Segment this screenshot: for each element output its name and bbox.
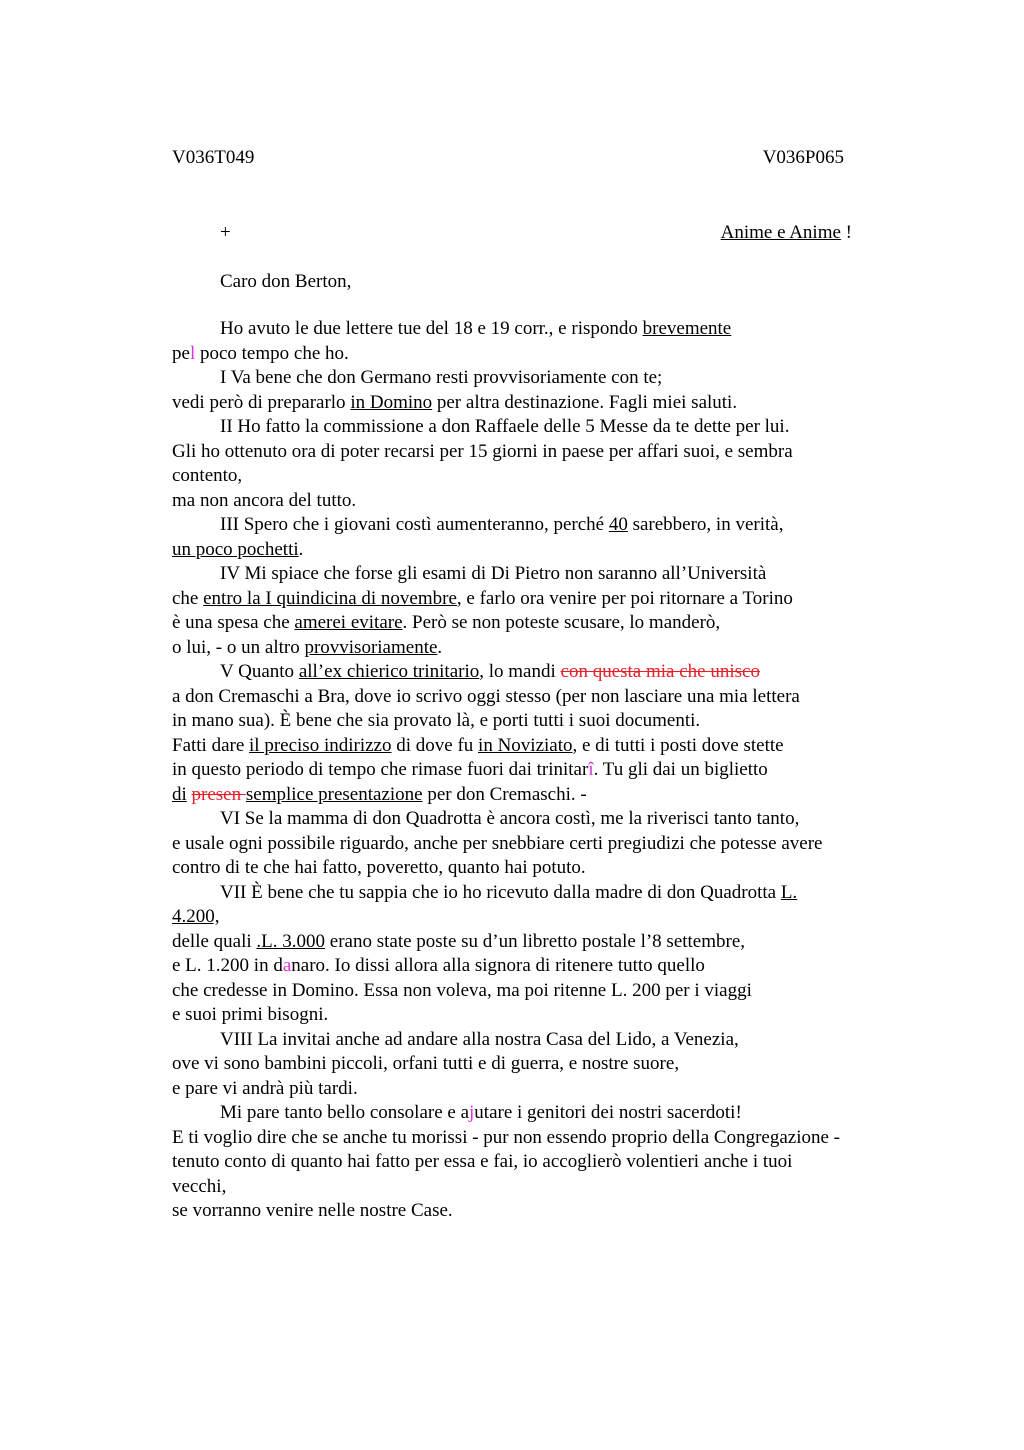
- text-segment: di dove fu: [391, 734, 479, 756]
- letter-line: [172, 636, 902, 661]
- text-segment: II Ho fatto la commissione a don Raffaele delle 5 Messe da te dette per lui.: [220, 416, 790, 437]
- text-segment: in questo periodo di tempo che rimase fuori dai trinitar: [172, 759, 589, 780]
- letter-line: [172, 832, 902, 857]
- letter-line: [172, 856, 902, 881]
- letter-line: [172, 464, 902, 489]
- text-segment: vecchi,: [172, 1175, 227, 1197]
- text-segment: . Però se non poteste scusare, lo manderò,: [402, 612, 721, 633]
- text-segment: o lui, - o un altro: [172, 636, 305, 658]
- text-segment: .: [298, 538, 304, 560]
- text-segment: e pare vi andrà più tardi.: [172, 1077, 358, 1099]
- text-segment: VI Se la mamma di don Quadrotta è ancora costì, me la riverisci tanto tanto,: [220, 808, 800, 829]
- underlined-text: provvisoriamente: [304, 636, 438, 658]
- letter-body: [172, 317, 902, 1224]
- letter-line: [172, 685, 902, 710]
- text-segment: pe: [172, 342, 190, 364]
- text-segment: tenuto conto di quanto hai fatto per essa e fai, io accoglierò volentieri anche i tuoi: [172, 1151, 793, 1172]
- letter-line: [172, 391, 902, 416]
- deleted-text: presen: [191, 783, 246, 805]
- underlined-text: il preciso indirizzo: [249, 734, 392, 756]
- letter-line: [172, 1175, 902, 1200]
- motto: [721, 220, 852, 246]
- text-segment: e usale ogni possibile riguardo, anche per snebbiare certi pregiudizi che potesse avere: [172, 832, 823, 854]
- text-segment: , e farlo ora venire per poi ritornare a Torino: [456, 587, 793, 609]
- corrected-letter: l: [189, 342, 196, 364]
- text-segment: che credesse in Domino. Essa non voleva, ma poi ritenne L. 200 per i viaggi: [172, 979, 752, 1001]
- text-segment: se vorranno venire nelle nostre Case.: [172, 1200, 453, 1221]
- cross-mark: +: [220, 222, 231, 243]
- letter-line: [172, 807, 902, 832]
- right-archive-code: V036P065: [762, 147, 844, 168]
- text-segment: E ti voglio dire che se anche tu morissi - pur non essendo proprio della Congregazione -: [172, 1126, 840, 1148]
- letter-line: [172, 1199, 902, 1224]
- document-header: [172, 145, 844, 171]
- text-segment: ove vi sono bambini piccoli, orfani tutti e di guerra, e nostre suore,: [172, 1053, 680, 1074]
- text-segment: vedi però di prepararlo: [172, 391, 351, 413]
- underlined-text: entro la I quindicina di novembre: [203, 587, 457, 609]
- letter-line: [172, 513, 902, 538]
- text-segment: per altra destinazione. Fagli miei saluti.: [432, 391, 738, 413]
- motto-text: Anime e Anime: [720, 222, 841, 243]
- text-segment: VII È bene che tu sappia che io ho ricevuto dalla madre di don Quadrotta: [220, 881, 781, 903]
- underlined-text: di: [172, 783, 187, 805]
- text-segment: contro di te che hai fatto, poveretto, quanto hai potuto.: [172, 857, 586, 878]
- text-segment: III Spero che i giovani costì aumenteranno, perché: [220, 514, 609, 535]
- text-segment: ma non ancora del tutto.: [172, 489, 357, 511]
- letter-line: [172, 415, 902, 440]
- text-segment: per don Cremaschi. -: [422, 783, 587, 805]
- motto-suffix: !: [840, 222, 852, 243]
- underlined-text: brevemente: [642, 318, 732, 339]
- text-segment: che: [172, 587, 204, 609]
- corrected-letter: a: [282, 955, 292, 976]
- letter-line: [172, 1052, 902, 1077]
- text-segment: , lo mandi: [479, 661, 561, 682]
- letter-line: [172, 1126, 902, 1151]
- underlined-text: 4.200,: [172, 906, 220, 927]
- text-segment: I Va bene che don Germano resti provvisoriamente con te;: [220, 367, 663, 388]
- letter-line: [172, 709, 902, 734]
- letter-line: [172, 538, 902, 563]
- underlined-text: semplice presentazione: [245, 783, 423, 805]
- letter-line: [172, 440, 902, 465]
- letter-line: [172, 489, 902, 514]
- letter-line: [172, 562, 902, 587]
- letter-line: [172, 979, 902, 1004]
- letter-line: [172, 905, 902, 930]
- text-segment: Ho avuto le due lettere tue del 18 e 19 corr., e rispondo: [220, 318, 643, 339]
- letter-heading: [220, 220, 852, 246]
- left-archive-code: V036T049: [172, 147, 255, 168]
- text-segment: delle quali: [172, 930, 257, 952]
- letter-line: [172, 930, 902, 955]
- corrected-letter: î: [588, 759, 594, 780]
- underlined-text: in Noviziato: [478, 734, 573, 756]
- letter-line: [172, 758, 902, 783]
- letter-line: [172, 1028, 902, 1053]
- text-segment: Gli ho ottenuto ora di poter recarsi per 15 giorni in paese per affari suoi, e sembra: [172, 440, 793, 462]
- underlined-text: .L. 3.000: [256, 930, 326, 952]
- underlined-text: in Domino: [350, 391, 433, 413]
- text-segment: poco tempo che ho.: [195, 342, 349, 364]
- text-segment: . Tu gli dai un biglietto: [593, 759, 768, 780]
- underlined-text: L.: [780, 881, 798, 903]
- text-segment: e suoi primi bisogni.: [172, 1004, 329, 1025]
- underlined-text: 40: [608, 514, 628, 535]
- text-segment: Mi pare tanto bello consolare e a: [220, 1102, 470, 1123]
- text-segment: in mano sua). È bene che sia provato là, e porti tutti i suoi documenti.: [172, 710, 701, 731]
- underlined-text: amerei evitare: [294, 612, 403, 633]
- deleted-text: con questa mia che unisco: [560, 661, 760, 682]
- letter-line: [172, 587, 902, 612]
- underlined-text: un poco pochetti: [172, 538, 299, 560]
- letter-line: [172, 783, 902, 808]
- text-segment: VIII La invitai anche ad andare alla nostra Casa del Lido, a Venezia,: [220, 1028, 739, 1050]
- corrected-letter: j: [469, 1102, 475, 1123]
- letter-line: [172, 317, 902, 342]
- letter-line: [172, 1101, 902, 1126]
- letter-line: [172, 660, 902, 685]
- text-segment: e L. 1.200 in d: [172, 955, 283, 976]
- text-segment: sarebbero, in verità,: [627, 514, 784, 535]
- salutation: Caro don Berton,: [220, 271, 352, 292]
- text-segment: utare i genitori dei nostri sacerdoti!: [474, 1102, 742, 1123]
- letter-line: [172, 954, 902, 979]
- letter-line: [172, 734, 902, 759]
- text-segment: Fatti dare: [172, 734, 250, 756]
- underlined-text: all’ex chierico trinitario: [298, 661, 480, 682]
- text-segment: .: [437, 636, 443, 658]
- letter-line: [172, 342, 902, 367]
- letter-line: [172, 881, 902, 906]
- letter-line: [172, 1077, 902, 1102]
- text-segment: , e di tutti i posti dove stette: [572, 734, 784, 756]
- letter-line: [172, 366, 902, 391]
- text-segment: naro. Io dissi allora alla signora di ritenere tutto quello: [291, 955, 705, 976]
- text-segment: è una spesa che: [172, 612, 295, 633]
- letter-line: [172, 1150, 902, 1175]
- text-segment: a don Cremaschi a Bra, dove io scrivo oggi stesso (per non lasciare una mia lettera: [172, 685, 800, 707]
- text-segment: contento,: [172, 465, 243, 486]
- text-segment: V Quanto: [220, 661, 299, 682]
- letter-line: [172, 1003, 902, 1028]
- text-segment: erano state poste su d’un libretto postale l’8 settembre,: [325, 930, 746, 952]
- text-segment: IV Mi spiace che forse gli esami di Di Pietro non saranno all’Università: [220, 563, 767, 584]
- letter-line: [172, 611, 902, 636]
